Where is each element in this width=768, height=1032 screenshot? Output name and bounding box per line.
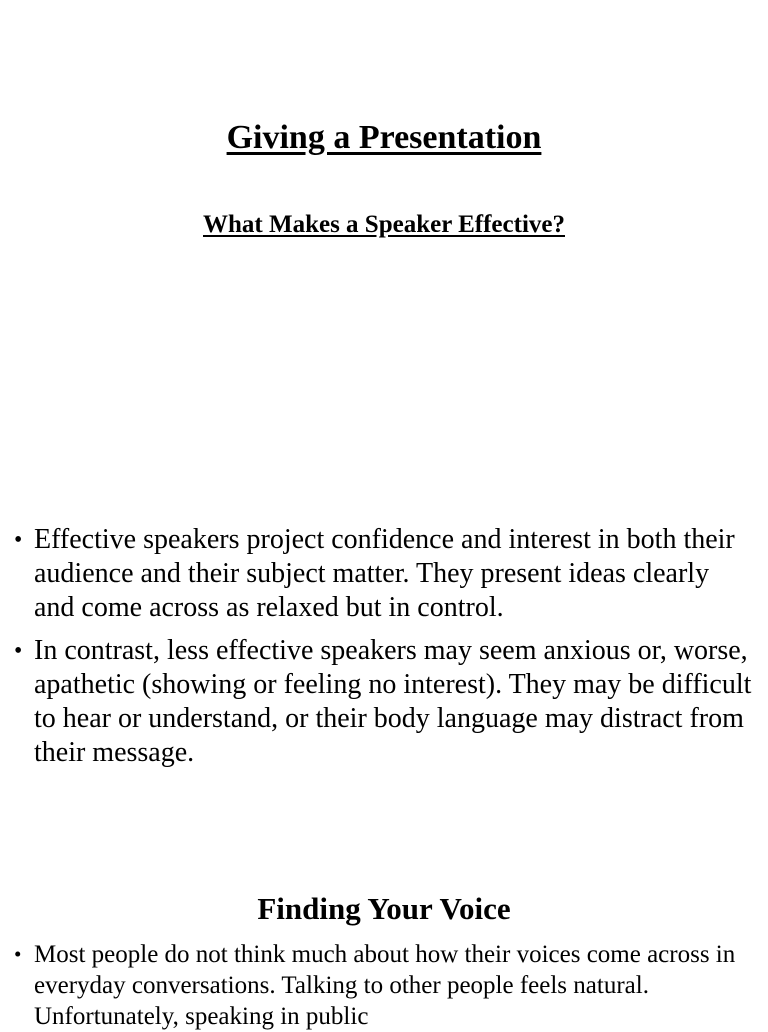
finding-voice-bullet-list (14, 939, 754, 1032)
bullet-icon: • (14, 638, 23, 664)
bullet-item-effective-speakers (14, 523, 754, 625)
bullet-icon: • (14, 942, 22, 966)
section-heading-finding-your-voice: Finding Your Voice (257, 891, 511, 926)
bullet-item-less-effective-speakers (14, 634, 754, 770)
effective-speaker-bullet-list (14, 523, 754, 770)
bullet-icon: • (14, 527, 23, 553)
page-subtitle: What Makes a Speaker Effective? (203, 211, 565, 238)
bullet-text: Effective speakers project confidence and interest in both their audience and their subject matter. They present ideas clearly and come across as relaxed but in control. (34, 524, 735, 623)
bullet-text: In contrast, less effective speakers may seem anxious or, worse, apathetic (showing or feeling no interest). They may be difficult to hear or understand, or their body language may distract from their message. (34, 635, 752, 768)
bullet-item-everyday-conversations (14, 939, 754, 1032)
page-title: Giving a Presentation (226, 119, 542, 156)
bullet-text: Most people do not think much about how their voices come across in everyday conversations. Talking to other people feels natural. Unfortunately, speaking in public (34, 941, 736, 1030)
